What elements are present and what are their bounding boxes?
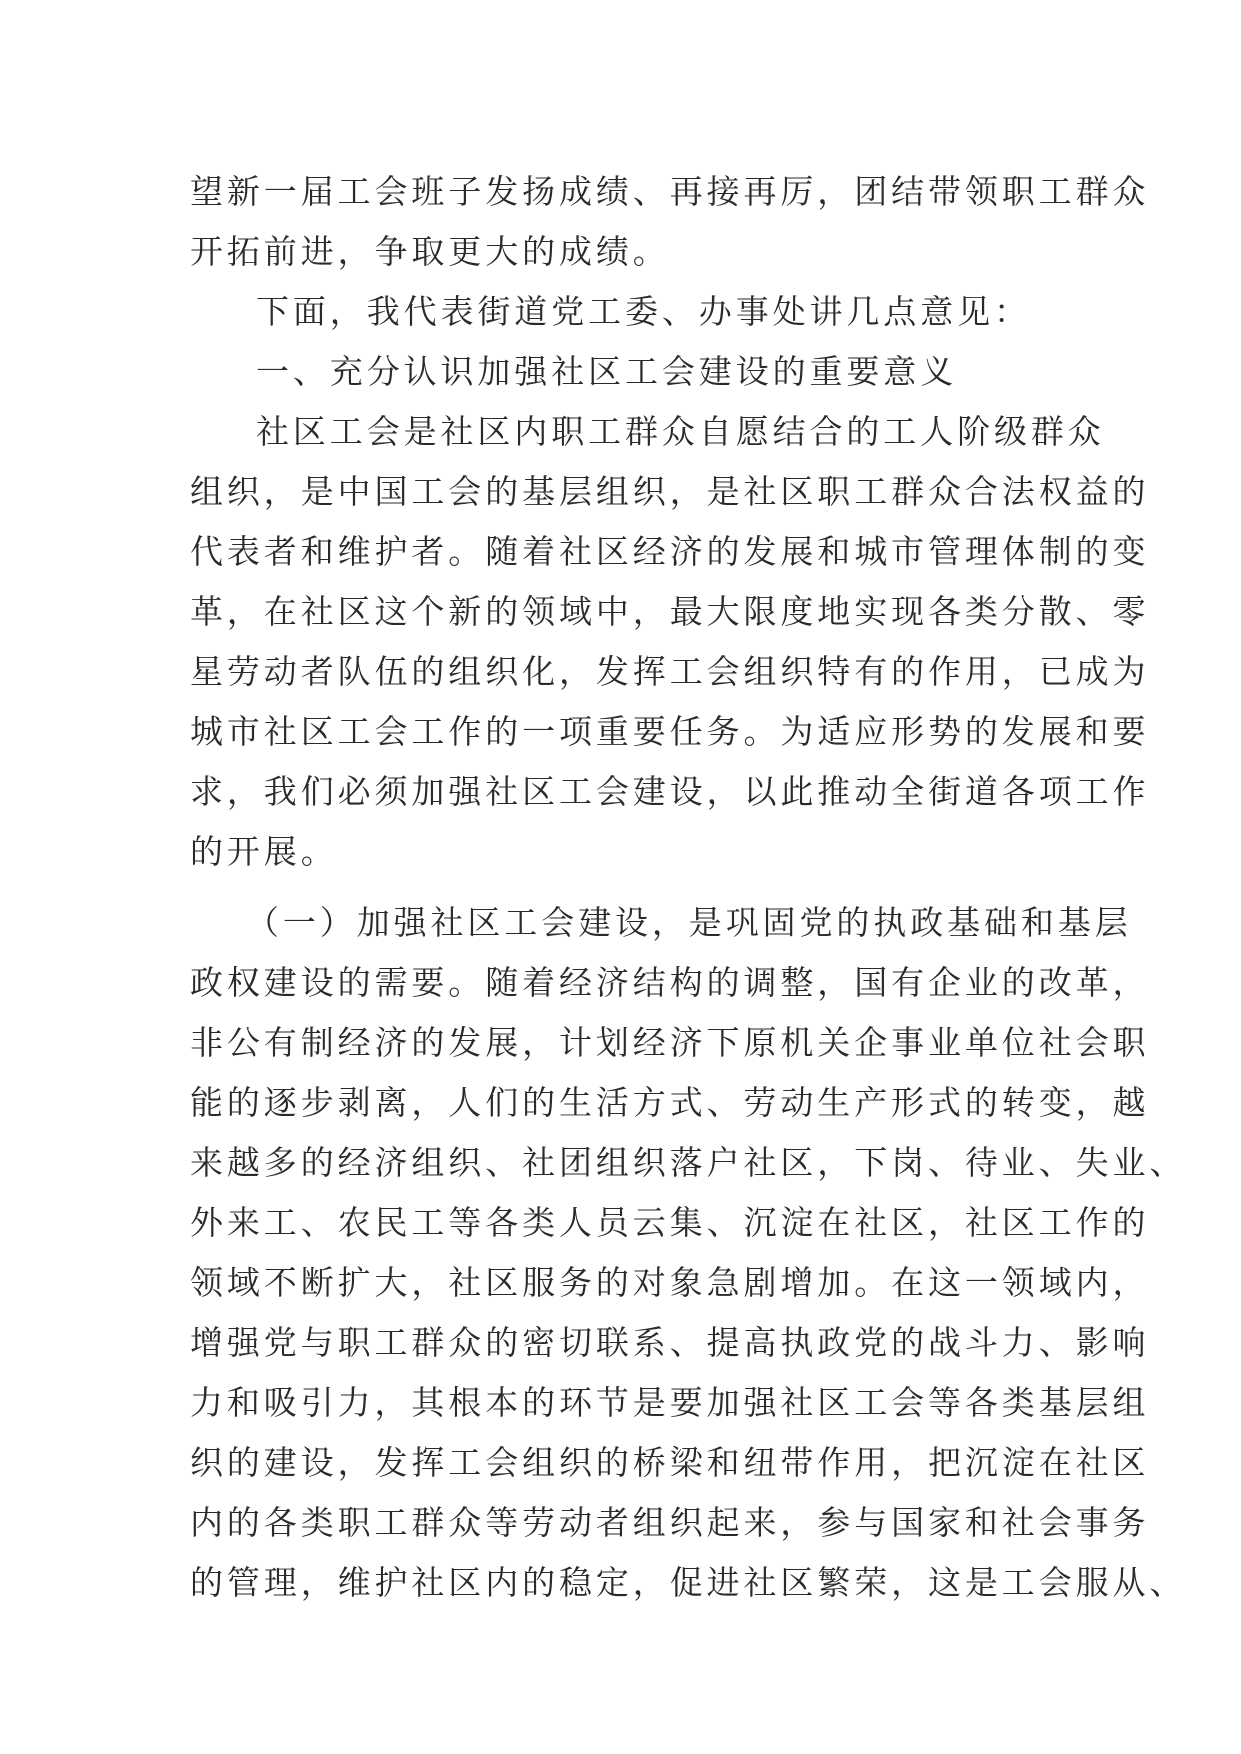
text-line: 能的逐步剥离，人们的生活方式、劳动生产形式的转变，越 (190, 1083, 1150, 1122)
text-line: 内的各类职工群众等劳动者组织起来，参与国家和社会事务 (190, 1503, 1150, 1542)
text-line: 城市社区工会工作的一项重要任务。为适应形势的发展和要 (190, 712, 1150, 751)
text-line: （一）加强社区工会建设，是巩固党的执政基础和基层 (246, 903, 1132, 942)
document-body (190, 162, 1187, 1613)
text-line: 开拓前进，争取更大的成绩。 (190, 232, 670, 271)
section-heading: 一、充分认识加强社区工会建设的重要意义 (256, 352, 958, 391)
text-line: 代表者和维护者。随着社区经济的发展和城市管理体制的变 (190, 532, 1150, 571)
text-line: 的管理，维护社区内的稳定，促进社区繁荣，这是工会服从、 (190, 1563, 1187, 1602)
text-line: 非公有制经济的发展，计划经济下原机关企事业单位社会职 (190, 1023, 1150, 1062)
intro-line: 下面，我代表街道党工委、办事处讲几点意见： (256, 292, 1031, 331)
text-line: 星劳动者队伍的组织化，发挥工会组织特有的作用，已成为 (190, 652, 1150, 691)
text-line: 社区工会是社区内职工群众自愿结合的工人阶级群众 (256, 412, 1105, 451)
text-line: 革，在社区这个新的领域中，最大限度地实现各类分散、零 (190, 592, 1150, 631)
text-line: 力和吸引力，其根本的环节是要加强社区工会等各类基层组 (190, 1383, 1150, 1422)
text-line: 织的建设，发挥工会组织的桥梁和纽带作用，把沉淀在社区 (190, 1443, 1150, 1482)
paragraph-gap (190, 882, 1070, 893)
text-line: 来越多的经济组织、社团组织落户社区，下岗、待业、失业、 (190, 1143, 1187, 1182)
text-line: 求，我们必须加强社区工会建设，以此推动全街道各项工作 (190, 772, 1150, 811)
text-line: 组织，是中国工会的基层组织，是社区职工群众合法权益的 (190, 472, 1150, 511)
text-line: 增强党与职工群众的密切联系、提高执政党的战斗力、影响 (190, 1323, 1150, 1362)
text-line: 政权建设的需要。随着经济结构的调整，国有企业的改革， (190, 963, 1150, 1002)
text-line: 外来工、农民工等各类人员云集、沉淀在社区，社区工作的 (190, 1203, 1150, 1242)
text-line: 望新一届工会班子发扬成绩、再接再厉，团结带领职工群众 (190, 172, 1150, 211)
text-line: 领域不断扩大，社区服务的对象急剧增加。在这一领域内， (190, 1263, 1150, 1302)
text-line: 的开展。 (190, 832, 338, 871)
